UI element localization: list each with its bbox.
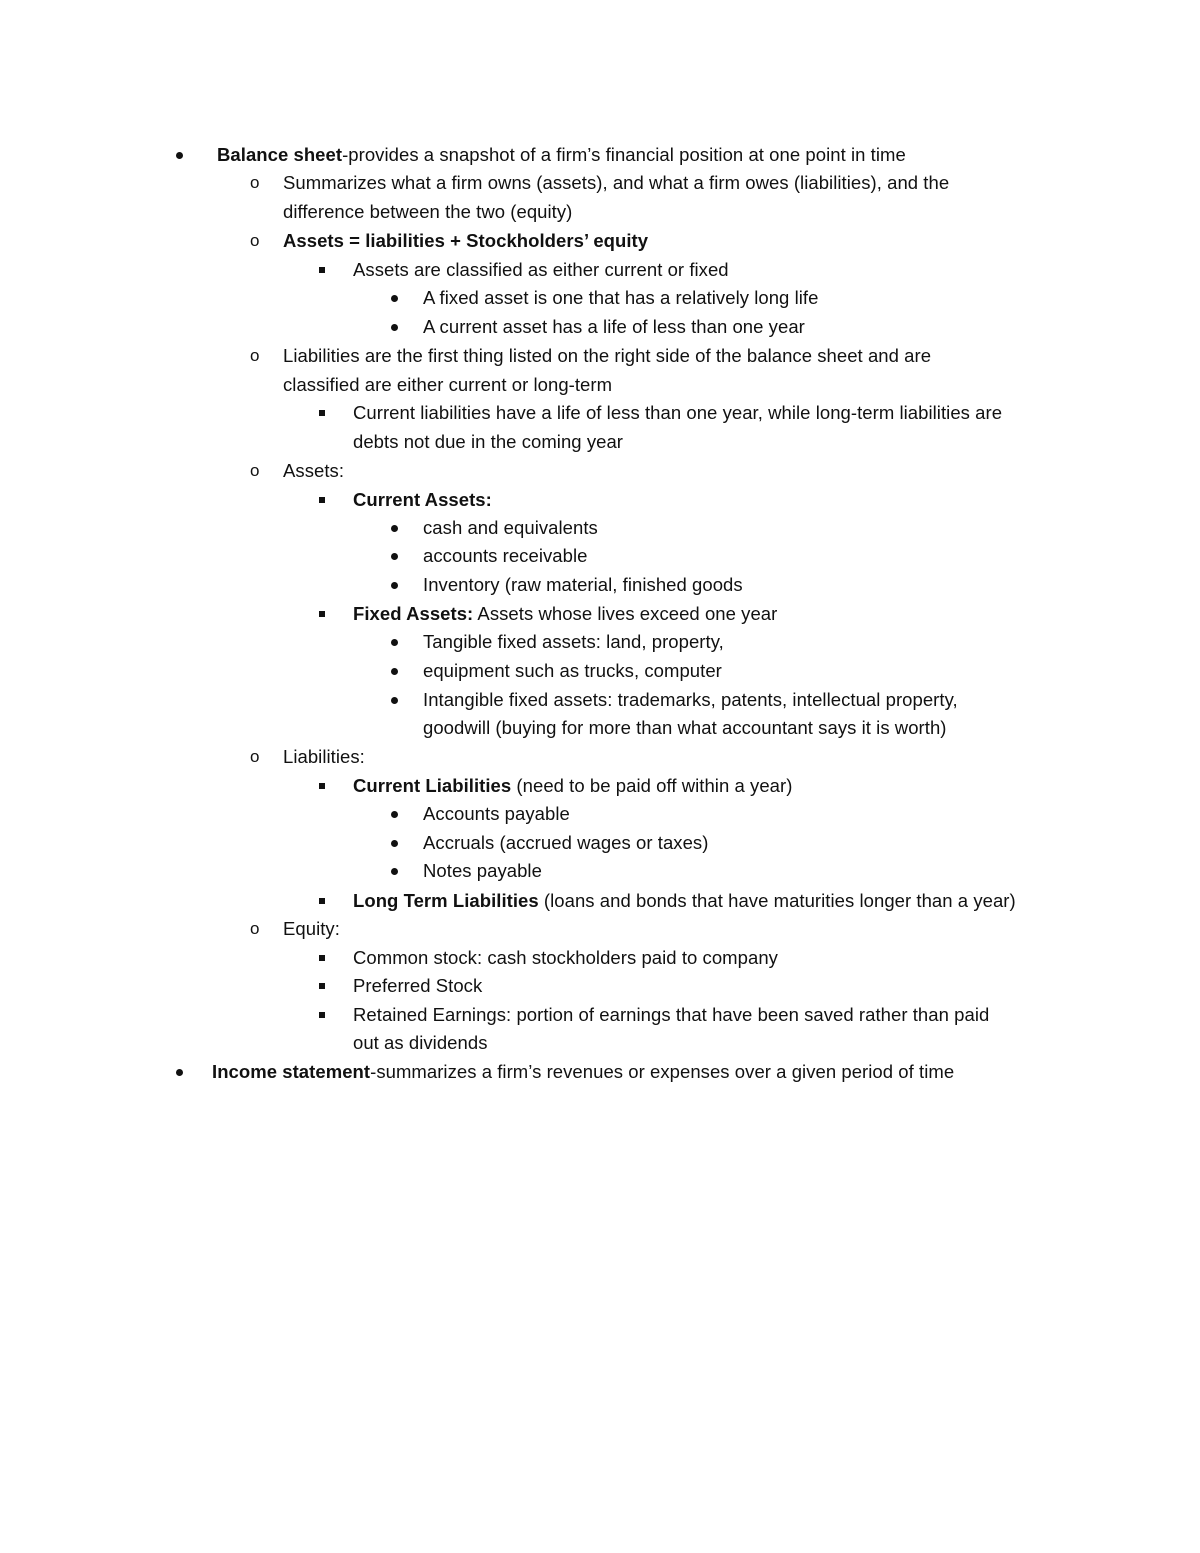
bullet-circle: o: [250, 173, 260, 192]
outline-item-text: Liabilities are the first thing listed on the right side of the balance sheet and are: [283, 345, 932, 366]
bullet-disc: [391, 840, 398, 847]
outline-item-text: Preferred Stock: [353, 975, 483, 996]
outline-item-liabilities-heading: Liabilities:: [283, 746, 365, 767]
term-current-assets: Current Assets:: [353, 489, 492, 510]
outline-item-equity-heading: Equity:: [283, 918, 340, 939]
outline-item-text: Retained Earnings: portion of earnings that have been saved rather than paid: [353, 1004, 990, 1025]
bullet-square: [319, 955, 325, 961]
term-balance-sheet: Balance sheet: [217, 144, 343, 165]
term-current-liabilities: Current Liabilities: [353, 775, 512, 796]
outline-item-text: Summarizes what a firm owns (assets), and what a firm owes (liabilities), and the: [283, 172, 950, 193]
outline-item-text: Accounts payable: [423, 803, 570, 824]
outline-item-text: accounts receivable: [423, 545, 588, 566]
bullet-disc: [391, 811, 398, 818]
outline-item-text: Intangible fixed assets: trademarks, patents, intellectual property,: [423, 689, 958, 710]
outline-item-text: equipment such as trucks, computer: [423, 660, 722, 681]
outline-item-text: A fixed asset is one that has a relatively long life: [423, 287, 819, 308]
bullet-square: [319, 898, 325, 904]
bullet-square: [319, 1012, 325, 1018]
outline-item-text-continued: debts not due in the coming year: [353, 431, 624, 452]
bullet-disc: [391, 639, 398, 646]
outline-item-income-statement: [212, 1058, 954, 1087]
bullet-disc: [176, 152, 183, 159]
bullet-square: [319, 497, 325, 503]
definition-text: (need to be paid off within a year): [511, 775, 793, 796]
outline-item-text: Inventory (raw material, finished goods: [423, 574, 743, 595]
bullet-disc: [391, 582, 398, 589]
bullet-square: [319, 267, 325, 273]
bullet-disc: [391, 324, 398, 331]
bullet-disc: [391, 868, 398, 875]
outline-item-text-continued: classified are either current or long-term: [283, 374, 613, 395]
outline-item-fixed-assets: [353, 600, 777, 629]
outline-item-text: cash and equivalents: [423, 517, 598, 538]
accounting-equation: Assets = liabilities + Stockholders’ equity: [283, 230, 649, 251]
term-income-statement: Income statement: [212, 1061, 371, 1082]
bullet-disc: [391, 697, 398, 704]
definition-text: -provides a snapshot of a firm’s financial position at one point in time: [342, 144, 906, 165]
outline-item-long-term-liabilities: [353, 887, 1016, 916]
outline-item-balance-sheet: [217, 141, 906, 170]
outline-item-text: Tangible fixed assets: land, property,: [423, 631, 724, 652]
outline-item-text: A current asset has a life of less than one year: [423, 316, 805, 337]
outline-item-text-continued: goodwill (buying for more than what accountant says it is worth): [423, 717, 947, 738]
outline-item-text: Current liabilities have a life of less than one year, while long-term liabilities are: [353, 402, 1003, 423]
bullet-square: [319, 783, 325, 789]
bullet-square: [319, 410, 325, 416]
outline-item-text: Notes payable: [423, 860, 542, 881]
bullet-circle: o: [250, 747, 260, 766]
bullet-square: [319, 983, 325, 989]
outline-item-equation: [283, 227, 648, 256]
bullet-disc: [391, 668, 398, 675]
bullet-disc: [391, 553, 398, 560]
outline-item-assets-heading: Assets:: [283, 460, 345, 481]
outline-item-text: Assets are classified as either current or fixed: [353, 259, 729, 280]
term-long-term-liabilities: Long Term Liabilities: [353, 890, 539, 911]
definition-text: -summarizes a firm’s revenues or expenses over a given period of time: [370, 1061, 955, 1082]
bullet-circle: o: [250, 346, 260, 365]
outline-item-text: Common stock: cash stockholders paid to company: [353, 947, 778, 968]
bullet-circle: o: [250, 231, 260, 250]
bullet-disc: [176, 1069, 183, 1076]
term-fixed-assets: Fixed Assets:: [353, 603, 474, 624]
bullet-circle: o: [250, 919, 260, 938]
definition-text: (loans and bonds that have maturities longer than a year): [538, 890, 1016, 911]
outline-item-text-continued: out as dividends: [353, 1032, 488, 1053]
outline-item-current-liabilities: [353, 772, 792, 801]
bullet-square: [319, 611, 325, 617]
bullet-circle: o: [250, 461, 260, 480]
bullet-disc: [391, 295, 398, 302]
outline-item-text-continued: difference between the two (equity): [283, 201, 573, 222]
outline-item-text: Accruals (accrued wages or taxes): [423, 832, 709, 853]
bullet-disc: [391, 525, 398, 532]
outline-item-current-assets: [353, 486, 492, 515]
definition-text: Assets whose lives exceed one year: [473, 603, 778, 624]
